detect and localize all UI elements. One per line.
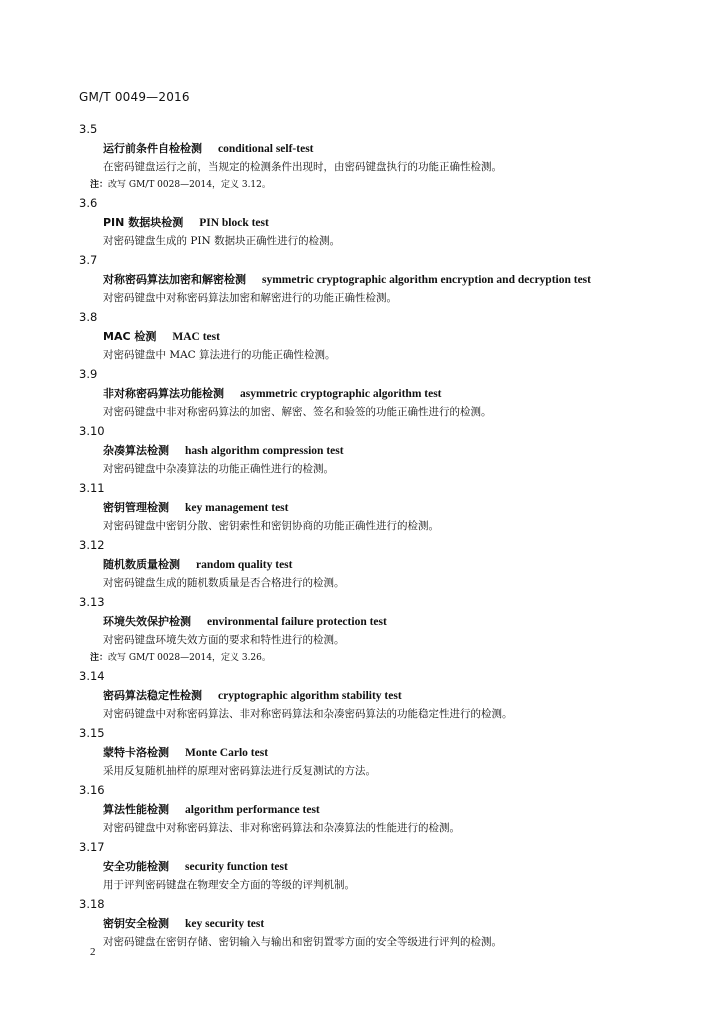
term-definition: 对密码键盘中密钥分散、密钥索性和密钥协商的功能正确性进行的检测。 xyxy=(103,520,439,532)
term-definition: 对密码键盘中对称密码算法、非对称密码算法和杂凑算法的性能进行的检测。 xyxy=(103,822,460,834)
term-definition: 用于评判密码键盘在物理安全方面的等级的评判机制。 xyxy=(103,879,355,891)
term-definition: 对密码键盘生成的 PIN 数据块正确性进行的检测。 xyxy=(103,235,341,247)
term-title xyxy=(103,914,724,933)
term-definition: 对密码键盘中对称密码算法加密和解密进行的功能正确性检测。 xyxy=(103,292,397,304)
term-entry xyxy=(0,251,724,308)
term-title-english: key security test xyxy=(185,918,265,930)
term-title-english: cryptographic algorithm stability test xyxy=(218,690,402,702)
term-title xyxy=(103,612,724,631)
term-number: 3.7 xyxy=(79,253,98,267)
term-number: 3.5 xyxy=(79,122,98,136)
term-title xyxy=(103,139,724,158)
term-title-english: key management test xyxy=(185,502,289,514)
term-number: 3.12 xyxy=(79,538,105,552)
term-definition: 对密码键盘中非对称密码算法的加密、解密、签名和验签的功能正确性进行的检测。 xyxy=(103,406,492,418)
term-note xyxy=(90,177,724,194)
term-title-chinese: 算法性能检测 xyxy=(103,803,169,816)
note-label: 注： xyxy=(90,653,109,663)
term-definition: 在密码键盘运行之前，当规定的检测条件出现时，由密码键盘执行的功能正确性检测。 xyxy=(103,161,502,173)
term-title-chinese: MAC 检测 xyxy=(103,330,157,343)
term-number: 3.13 xyxy=(79,595,105,609)
term-title-chinese: 非对称密码算法功能检测 xyxy=(103,387,224,400)
term-definition: 采用反复随机抽样的原理对密码算法进行反复测试的方法。 xyxy=(103,765,376,777)
term-title-english: random quality test xyxy=(196,559,293,571)
term-title-chinese: PIN 数据块检测 xyxy=(103,216,184,229)
term-number: 3.14 xyxy=(79,669,105,683)
term-number: 3.18 xyxy=(79,897,105,911)
term-title-chinese: 随机数质量检测 xyxy=(103,558,180,571)
term-entry xyxy=(0,895,724,952)
term-title xyxy=(103,857,724,876)
term-number: 3.6 xyxy=(79,196,98,210)
term-entry xyxy=(0,308,724,365)
term-definition: 对密码键盘中杂凑算法的功能正确性进行的检测。 xyxy=(103,463,334,475)
term-title xyxy=(103,686,724,705)
term-entry xyxy=(0,422,724,479)
term-number: 3.11 xyxy=(79,481,105,495)
term-title-chinese: 杂凑算法检测 xyxy=(103,444,169,457)
term-title-chinese: 蒙特卡洛检测 xyxy=(103,746,169,759)
term-title-chinese: 密钥安全检测 xyxy=(103,917,169,930)
term-title-chinese: 运行前条件自检检测 xyxy=(103,142,202,155)
term-number: 3.15 xyxy=(79,726,105,740)
term-title-english: conditional self-test xyxy=(218,143,314,155)
term-list xyxy=(0,120,724,952)
term-title xyxy=(103,498,724,517)
note-text: 改写 GM/T 0028—2014，定义 3.12。 xyxy=(108,180,271,190)
term-entry xyxy=(0,365,724,422)
term-number: 3.16 xyxy=(79,783,105,797)
term-entry xyxy=(0,120,724,194)
note-text: 改写 GM/T 0028—2014，定义 3.26。 xyxy=(108,653,271,663)
term-title xyxy=(103,743,724,762)
page-number: 2 xyxy=(90,946,96,958)
note-label: 注： xyxy=(90,180,109,190)
term-number: 3.17 xyxy=(79,840,105,854)
term-title-chinese: 密码算法稳定性检测 xyxy=(103,689,202,702)
term-entry xyxy=(0,593,724,667)
term-number: 3.9 xyxy=(79,367,98,381)
term-title-chinese: 环境失效保护检测 xyxy=(103,615,191,628)
term-title xyxy=(103,213,724,232)
term-definition: 对密码键盘生成的随机数质量是否合格进行的检测。 xyxy=(103,577,345,589)
term-entry xyxy=(0,667,724,724)
term-title-english: asymmetric cryptographic algorithm test xyxy=(240,388,442,400)
document-header: GM/T 0049—2016 xyxy=(79,90,190,104)
term-title-english: hash algorithm compression test xyxy=(185,445,344,457)
term-note xyxy=(90,650,724,667)
term-title xyxy=(103,270,724,289)
term-number: 3.10 xyxy=(79,424,105,438)
term-entry xyxy=(0,781,724,838)
term-title xyxy=(103,327,724,346)
term-title-english: symmetric cryptographic algorithm encryption and decryption test xyxy=(262,274,591,286)
term-title-english: algorithm performance test xyxy=(185,804,320,816)
term-title-english: PIN block test xyxy=(199,217,269,229)
term-definition: 对密码键盘中 MAC 算法进行的功能正确性检测。 xyxy=(103,349,336,361)
term-title-chinese: 密钥管理检测 xyxy=(103,501,169,514)
term-title-english: security function test xyxy=(185,861,288,873)
term-entry xyxy=(0,479,724,536)
term-definition: 对密码键盘在密钥存储、密钥输入与输出和密钥置零方面的安全等级进行评判的检测。 xyxy=(103,936,502,948)
term-entry xyxy=(0,724,724,781)
term-entry xyxy=(0,536,724,593)
term-entry xyxy=(0,838,724,895)
term-definition: 对密码键盘中对称密码算法、非对称密码算法和杂凑密码算法的功能稳定性进行的检测。 xyxy=(103,708,513,720)
term-definition: 对密码键盘环境失效方面的要求和特性进行的检测。 xyxy=(103,634,345,646)
term-title xyxy=(103,384,724,403)
term-title-english: environmental failure protection test xyxy=(207,616,387,628)
term-title-english: MAC test xyxy=(172,331,220,343)
term-title-chinese: 安全功能检测 xyxy=(103,860,169,873)
term-title xyxy=(103,441,724,460)
term-number: 3.8 xyxy=(79,310,98,324)
term-title-chinese: 对称密码算法加密和解密检测 xyxy=(103,273,246,286)
term-title-english: Monte Carlo test xyxy=(185,747,269,759)
term-title xyxy=(103,800,724,819)
term-title xyxy=(103,555,724,574)
term-entry xyxy=(0,194,724,251)
